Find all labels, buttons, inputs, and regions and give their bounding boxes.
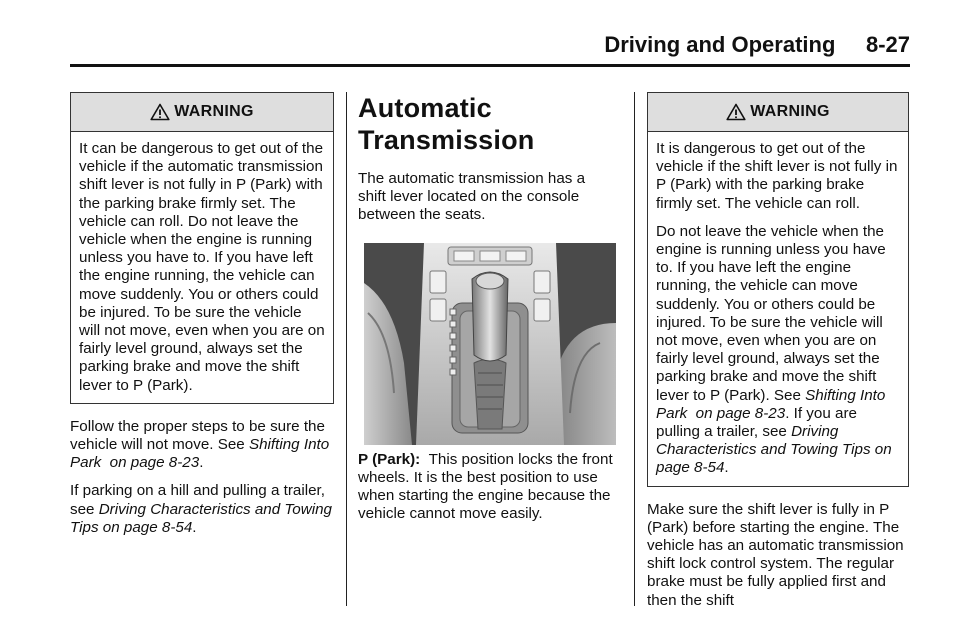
page-reference-link[interactable]: Shifting Into Park on page 8-23	[70, 436, 330, 472]
term-label: P (Park):	[358, 450, 421, 468]
warning-text: It is dangerous to get out of the vehicle if the shift lever is not fully in P (Park) with the parking brake firmly set. The vehicle can roll.	[656, 140, 898, 212]
paragraph	[70, 482, 334, 537]
paragraph-text: .	[199, 454, 204, 472]
paragraph	[358, 451, 614, 524]
warning-header	[648, 93, 908, 132]
paragraph-text: .	[192, 518, 197, 536]
paragraph-text: Follow the proper steps to be sure the vehicle will not move. See	[70, 417, 325, 454]
warning-box-right	[647, 92, 909, 487]
left-body-text	[70, 418, 334, 537]
shift-lever-illustration	[364, 243, 616, 445]
paragraph-text: If parking on a hill and pulling a trailer, see	[70, 482, 325, 518]
paragraph-text: This position locks the front wheels. It is the best position to use when starting the engine because the vehicle cannot move easily.	[358, 450, 613, 523]
warning-text: It can be dangerous to get out of the vehicle if the automatic transmission shift lever is not fully in P (Park) with the parking brake firmly set. The vehicle can roll. Do not leave the vehicle when the engine is running unless you have to. If you have left the engine running, the vehicle can move suddenly. You or others could be injured. To be sure the vehicle will not move, even when you are on fairly level ground, always set the parking brake and move the shift lever to P (Park).	[79, 140, 325, 394]
column-divider-1	[346, 92, 347, 606]
warning-label: WARNING	[174, 103, 254, 120]
paragraph	[70, 418, 334, 473]
column-divider-2	[634, 92, 635, 606]
warning-header	[71, 93, 333, 132]
warning-label: WARNING	[750, 103, 830, 120]
warning-box-left	[70, 92, 334, 404]
intro-paragraph: The automatic transmission has a shift lever located on the console between the seats.	[358, 170, 586, 224]
header-rule	[70, 64, 910, 67]
park-description	[358, 451, 614, 524]
section-title: Driving and Operating	[604, 32, 836, 57]
page-reference-link[interactable]: Driving Characteristics and Towing Tips on page 8-54	[70, 500, 332, 536]
paragraph-text: Do not leave the vehicle when the engine is running unless you have to. If you have left the engine running, the vehicle can move suddenly. You or others could be injured. To be sure the vehicle will not move, even when you are on fairly level ground, always set the parking brake and move the shift lever to P (Park). See	[656, 222, 886, 404]
header-title	[604, 32, 910, 58]
warning-body	[648, 132, 908, 486]
right-body-text	[647, 501, 909, 610]
paragraph-text: . If you are pulling a trailer, see	[656, 404, 857, 441]
page-reference-link[interactable]: Shifting Into Park on page 8-23	[656, 386, 886, 422]
page-number: 8-27	[865, 32, 910, 57]
warning-text	[656, 223, 900, 478]
paragraph: Make sure the shift lever is fully in P (Park) before starting the engine. The vehicle has an automatic transmission shift lock control system. The regular brake must be fully applied first and then the shift	[647, 500, 904, 609]
middle-column	[358, 92, 614, 523]
page-header	[70, 30, 910, 64]
paragraph-text: .	[724, 459, 729, 477]
warning-body	[71, 132, 333, 403]
right-column	[647, 92, 909, 610]
left-column	[70, 92, 334, 537]
warning-triangle-icon	[150, 103, 170, 121]
page-reference-link[interactable]: Driving Characteristics and Towing Tips on page 8-54	[656, 423, 892, 477]
section-heading: Automatic Transmission	[358, 93, 535, 155]
warning-triangle-icon	[726, 103, 746, 121]
